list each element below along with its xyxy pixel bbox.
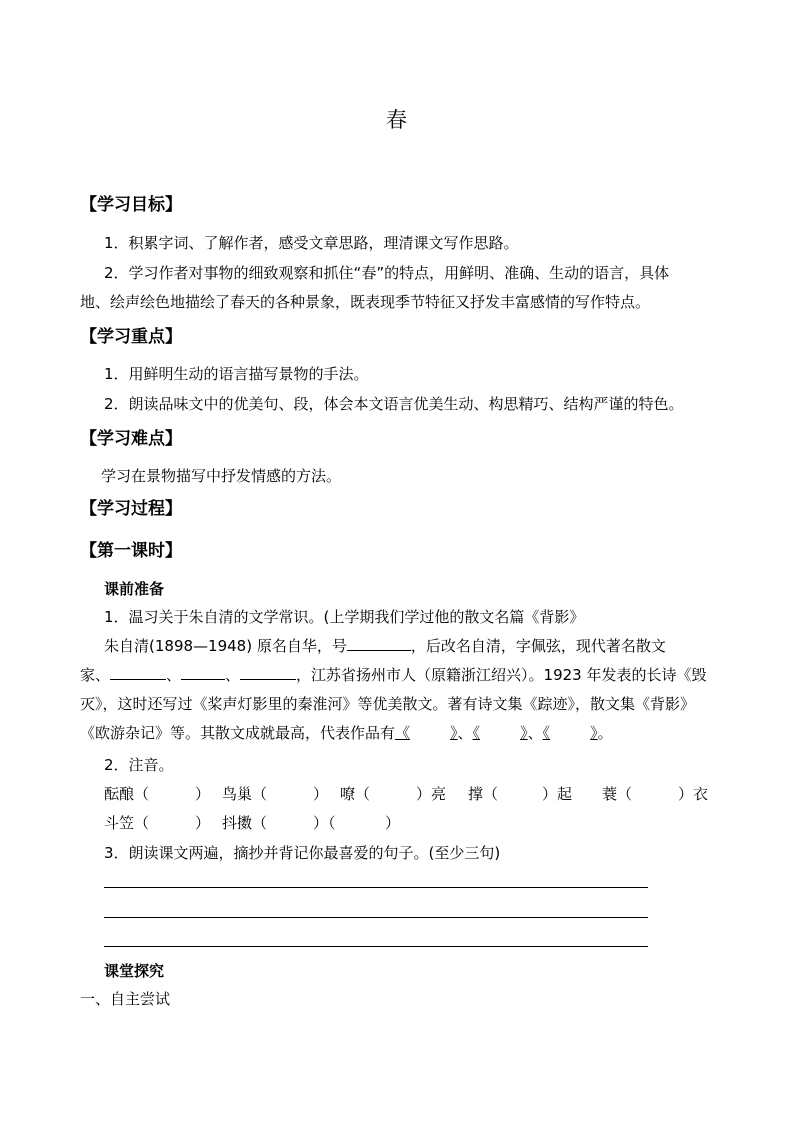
bio-line-3: 灭》，这时还写过《桨声灯影里的秦淮河》等优美散文。著有诗文集《踪迹》，散文集《背影》	[80, 695, 696, 713]
separator: 、	[527, 724, 543, 742]
bio-line-2-text-a: 家、	[80, 666, 111, 684]
works-blank-1[interactable]	[395, 724, 458, 742]
pinyin-item	[104, 783, 210, 804]
pinyin-item	[222, 812, 336, 833]
bio-line-4	[80, 722, 613, 743]
book-title-open: 《	[542, 724, 551, 742]
pinyin-item	[468, 783, 572, 804]
question-3: 3．朗读课文两遍，摘抄并背记你最喜爱的句子。(至少三句)	[104, 844, 501, 862]
part-1-heading: 一、自主尝试	[80, 990, 171, 1008]
works-blank-2[interactable]	[473, 724, 528, 742]
pinyin-word: 抖擞（	[222, 814, 268, 832]
pinyin-item	[602, 783, 708, 804]
separator: 、	[457, 724, 473, 742]
pinyin-close: ）	[385, 814, 401, 832]
bio-line-2	[80, 664, 707, 685]
difficulty-heading: 【学习难点】	[80, 429, 182, 449]
separator: 、	[225, 666, 241, 684]
answer-line[interactable]	[104, 887, 648, 888]
pinyin-close: ）衣	[678, 785, 709, 803]
focus-heading: 【学习重点】	[80, 327, 182, 347]
pinyin-word: 斗笠（	[104, 814, 150, 832]
pinyin-word: 撑（	[468, 785, 499, 803]
pinyin-close: ）（	[313, 814, 336, 832]
pinyin-item	[345, 812, 400, 833]
bio-line-1-text-b: ，后改名自清，字佩弦，现代著名散文	[410, 637, 666, 655]
book-title-open: 《	[395, 724, 411, 742]
alias-blank[interactable]	[347, 636, 411, 651]
separator: 、	[166, 666, 182, 684]
book-title-close: 》	[520, 724, 528, 742]
pinyin-word: 酝酿（	[104, 785, 150, 803]
pinyin-close: ）起	[542, 785, 573, 803]
prep-heading: 课前准备	[104, 580, 165, 598]
focus-1: 1．用鲜明生动的语言描写景物的手法。	[104, 365, 369, 383]
goals-heading: 【学习目标】	[80, 195, 182, 215]
pinyin-close: ）	[195, 785, 211, 803]
explore-heading: 课堂探究	[104, 962, 165, 980]
answer-line[interactable]	[104, 946, 648, 947]
book-title-close: 》	[450, 724, 458, 742]
difficulty-1: 学习在景物描写中抒发情感的方法。	[101, 467, 342, 485]
goal-2-line-1: 2．学习作者对事物的细致观察和抓住“春”的特点，用鲜明、准确、生动的语言，具体	[104, 264, 670, 282]
pinyin-close: ）	[313, 785, 329, 803]
pinyin-word: 鸟巢（	[222, 785, 268, 803]
pinyin-close: ）	[195, 814, 211, 832]
question-1: 1．温习关于朱自清的文学常识。(上学期我们学过他的散文名篇《背影》	[104, 608, 585, 626]
focus-2: 2．朗读品味文中的优美句、段，体会本文语言优美生动、构思精巧、结构严谨的特色。	[104, 395, 684, 413]
lesson-1-heading: 【第一课时】	[80, 541, 182, 561]
goal-2-line-2: 地、绘声绘色地描绘了春天的各种景象，既表现季节特征又抒发丰富感情的写作特点。	[80, 293, 651, 311]
bio-line-4-text: 《欧游杂记》等。其散文成就最高，代表作品有	[80, 724, 396, 742]
pinyin-item	[340, 783, 446, 804]
pinyin-word: 蓑（	[602, 785, 633, 803]
answer-line[interactable]	[104, 917, 648, 918]
pinyin-close: ）亮	[416, 785, 447, 803]
pinyin-item	[222, 783, 328, 804]
identity-blank-1[interactable]	[110, 665, 166, 680]
bio-line-1	[104, 635, 666, 656]
bio-line-2-text-b: ，江苏省扬州市人（原籍浙江绍兴）。1923 年发表的长诗《毁	[296, 666, 707, 684]
period: 。	[597, 724, 613, 742]
page-title: 春	[386, 108, 407, 132]
process-heading: 【学习过程】	[80, 499, 182, 519]
book-title-open: 《	[472, 724, 481, 742]
pinyin-item	[104, 812, 210, 833]
question-2: 2．注音。	[104, 756, 174, 774]
works-blank-3[interactable]	[543, 724, 598, 742]
identity-blank-2[interactable]	[181, 665, 225, 680]
bio-line-1-text-a: 朱自清(1898—1948) 原名自华，号	[104, 637, 347, 655]
book-title-close: 》	[590, 724, 598, 742]
pinyin-word: 嘹（	[340, 785, 371, 803]
identity-blank-3[interactable]	[240, 665, 296, 680]
goal-1: 1．积累字词、了解作者，感受文章思路，理清课文写作思路。	[104, 234, 519, 252]
